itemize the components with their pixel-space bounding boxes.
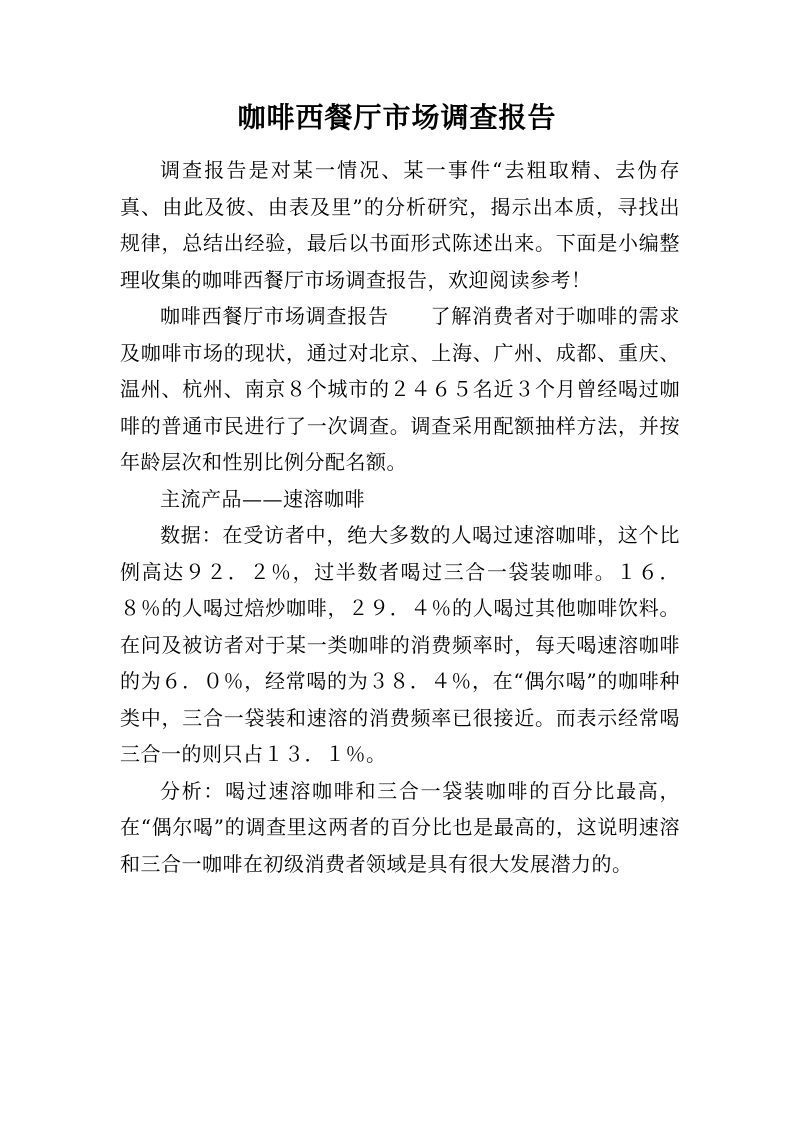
paragraph-section-heading: 主流产品——速溶咖啡 [160,486,365,511]
document-body [120,152,680,882]
document-title: 咖啡西餐厅市场调查报告 [237,101,557,134]
paragraph-data: 数据：在受访者中，绝大多数的人喝过速溶咖啡，这个比例高达９２．２％，过半数者喝过三合一袋装咖啡。１６．８％的人喝过焙炒咖啡，２９．４％的人喝过其他咖啡饮料。在问及被访者对于某一类咖啡的消费频率时，每天喝速溶咖啡的为６．０％，经常喝的为３８．４％，在“偶尔喝”的咖啡种类中，三合一袋装和速溶的消费频率已很接近。而表示经常喝三合一的则只占１３．１％。 [120,523,680,766]
paragraph-intro: 调查报告是对某一情况、某一事件“去粗取精、去伪存真、由此及彼、由表及里”的分析研究，揭示出本质，寻找出规律，总结出经验，最后以书面形式陈述出来。下面是小编整理收集的咖啡西餐厅市场调查报告，欢迎阅读参考！ [120,158,680,292]
paragraph-analysis: 分析：喝过速溶咖啡和三合一袋装咖啡的百分比最高，在“偶尔喝”的调查里这两者的百分比也是最高的，这说明速溶和三合一咖啡在初级消费者领域是具有很大发展潜力的。 [120,778,680,876]
paragraph-survey-overview: 咖啡西餐厅市场调查报告 了解消费者对于咖啡的需求及咖啡市场的现状，通过对北京、上海、广州、成都、重庆、温州、杭州、南京８个城市的２４６５名近３个月曾经喝过咖啡的普通市民进行了一次调查。调查采用配额抽样方法，并按年龄层次和性别比例分配名额。 [120,304,680,474]
